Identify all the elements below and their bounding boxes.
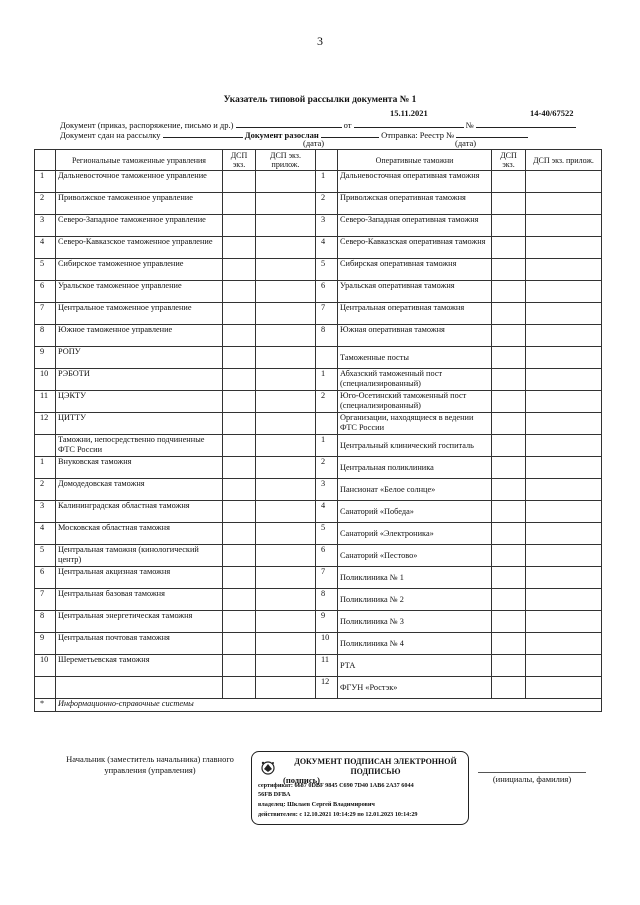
document-type-field: [236, 118, 342, 128]
left-dsp-ekz: [223, 369, 256, 391]
dispatch-label: Отправка: Реестр №: [381, 130, 455, 140]
left-number: 8: [35, 325, 56, 347]
left-dsp-ekz: [223, 655, 256, 677]
left-dsp-pril: [256, 633, 316, 655]
left-number: 3: [35, 215, 56, 237]
left-dsp-pril: [256, 303, 316, 325]
left-number: 6: [35, 567, 56, 589]
left-dsp-pril: [256, 391, 316, 413]
right-dsp-ekz: [492, 215, 526, 237]
left-name: РЭБОТИ: [56, 369, 223, 391]
right-dsp-pril: [526, 633, 602, 655]
right-dsp-pril: [526, 677, 602, 699]
left-dsp-pril: [256, 479, 316, 501]
left-dsp-ekz: [223, 611, 256, 633]
left-name: Южное таможенное управление: [56, 325, 223, 347]
right-dsp-ekz: [492, 479, 526, 501]
left-dsp-ekz: [223, 413, 256, 435]
number-field: [476, 118, 576, 128]
right-number: 10: [316, 633, 338, 655]
table-row: [35, 677, 602, 699]
right-number: 8: [316, 589, 338, 611]
left-dsp-pril: [256, 347, 316, 369]
left-dsp-pril: [256, 413, 316, 435]
right-number: [316, 413, 338, 435]
left-dsp-pril: [256, 611, 316, 633]
left-dsp-pril: [256, 457, 316, 479]
right-dsp-pril: [526, 457, 602, 479]
left-dsp-ekz: [223, 281, 256, 303]
left-dsp-ekz: [223, 545, 256, 567]
left-number: 1: [35, 457, 56, 479]
left-name: Калининградская областная таможня: [56, 501, 223, 523]
table-row: [35, 215, 602, 237]
left-dsp-ekz: [223, 677, 256, 699]
col-dsp-ekz-2: ДСП экз.: [492, 150, 526, 171]
emblem-icon: [260, 760, 276, 776]
sent-field: [321, 128, 379, 138]
right-dsp-pril: [526, 545, 602, 567]
left-number: 10: [35, 655, 56, 677]
left-dsp-pril: [256, 655, 316, 677]
left-name: Центральная почтовая таможня: [56, 633, 223, 655]
table-row: [35, 369, 602, 391]
left-number: 5: [35, 545, 56, 567]
left-dsp-pril: [256, 589, 316, 611]
right-dsp-ekz: [492, 347, 526, 369]
left-name: Центральная энергетическая таможня: [56, 611, 223, 633]
right-dsp-ekz: [492, 677, 526, 699]
left-name: Центральная таможня (кинологический центр): [56, 545, 223, 567]
right-dsp-pril: [526, 391, 602, 413]
left-name: Северо-Западное таможенное управление: [56, 215, 223, 237]
left-number: 2: [35, 479, 56, 501]
right-dsp-ekz: [492, 303, 526, 325]
left-dsp-pril: [256, 325, 316, 347]
table-row: [35, 589, 602, 611]
left-name: Дальневосточное таможенное управление: [56, 171, 223, 193]
right-name: Центральная поликлиника: [338, 457, 492, 479]
table-row: [35, 303, 602, 325]
number-label: №: [465, 120, 474, 130]
right-name: Центральная оперативная таможня: [338, 303, 492, 325]
left-number: 7: [35, 303, 56, 325]
left-number: 4: [35, 523, 56, 545]
right-dsp-pril: [526, 303, 602, 325]
right-number: 2: [316, 193, 338, 215]
table-row: [35, 281, 602, 303]
right-name: Северо-Западная оперативная таможня: [338, 215, 492, 237]
left-dsp-ekz: [223, 501, 256, 523]
right-dsp-ekz: [492, 545, 526, 567]
dispatch-field: [456, 128, 528, 138]
stamp-certificate-cont: 56FB DFBA: [258, 791, 291, 798]
left-dsp-pril: [256, 435, 316, 457]
right-number: 9: [316, 611, 338, 633]
left-dsp-pril: [256, 171, 316, 193]
right-dsp-pril: [526, 259, 602, 281]
right-dsp-ekz: [492, 369, 526, 391]
table-row: [35, 171, 602, 193]
left-number: 8: [35, 611, 56, 633]
right-dsp-pril: [526, 479, 602, 501]
left-number: 9: [35, 347, 56, 369]
right-number: 5: [316, 523, 338, 545]
document-type-label: Документ (приказ, распоряжение, письмо и др.): [60, 120, 234, 130]
left-dsp-ekz: [223, 303, 256, 325]
right-number: 5: [316, 259, 338, 281]
right-name: Пансионат «Белое солнце»: [338, 479, 492, 501]
right-name: Центральный клинический госпиталь: [338, 435, 492, 457]
stamp-title: ДОКУМЕНТ ПОДПИСАН ЭЛЕКТРОННОЙ ПОДПИСЬЮ: [294, 757, 457, 776]
right-name: Санаторий «Победа»: [338, 501, 492, 523]
table-row: [35, 567, 602, 589]
table-header-row: [35, 150, 602, 171]
registration-number: 14-40/67522: [530, 108, 574, 118]
right-dsp-ekz: [492, 501, 526, 523]
right-name: Поликлиника № 4: [338, 633, 492, 655]
table-row: [35, 523, 602, 545]
table-row: [35, 611, 602, 633]
right-dsp-ekz: [492, 567, 526, 589]
left-name: Внуковская таможня: [56, 457, 223, 479]
document-title: Указатель типовой рассылки документа № 1: [223, 95, 417, 105]
left-name: Центральная акцизная таможня: [56, 567, 223, 589]
left-dsp-pril: [256, 523, 316, 545]
page-number: 3: [317, 34, 323, 48]
right-dsp-ekz: [492, 457, 526, 479]
from-label: от: [343, 120, 352, 130]
left-number: 12: [35, 413, 56, 435]
table-row: [35, 435, 602, 457]
left-name: ЦЭКТУ: [56, 391, 223, 413]
right-name: Уральская оперативная таможня: [338, 281, 492, 303]
left-number: 1: [35, 171, 56, 193]
right-number: 7: [316, 303, 338, 325]
left-dsp-ekz: [223, 457, 256, 479]
right-dsp-ekz: [492, 523, 526, 545]
right-number: 8: [316, 325, 338, 347]
left-number: 7: [35, 589, 56, 611]
left-dsp-ekz: [223, 215, 256, 237]
left-name: Домодедовская таможня: [56, 479, 223, 501]
table-row: [35, 193, 602, 215]
right-number: 3: [316, 215, 338, 237]
right-name: Юго-Осетинский таможенный пост (специализированный): [338, 391, 492, 413]
right-name: Таможенные посты: [338, 347, 492, 369]
right-number: 1: [316, 369, 338, 391]
stamp-validity: действителен: с 12.10.2021 10:14:29 по 12.01.2023 10:14:29: [258, 811, 418, 818]
left-number: 10: [35, 369, 56, 391]
right-dsp-pril: [526, 655, 602, 677]
left-number: 4: [35, 237, 56, 259]
footer-text: Информационно-справочные системы: [56, 699, 602, 712]
table-row: [35, 479, 602, 501]
right-dsp-pril: [526, 501, 602, 523]
left-number: 2: [35, 193, 56, 215]
right-number: 6: [316, 545, 338, 567]
table-row: [35, 633, 602, 655]
left-dsp-ekz: [223, 259, 256, 281]
left-name: Центральное таможенное управление: [56, 303, 223, 325]
left-dsp-pril: [256, 369, 316, 391]
date-hint-1: (дата): [303, 138, 325, 148]
table-row: [35, 457, 602, 479]
right-name: Поликлиника № 1: [338, 567, 492, 589]
left-dsp-ekz: [223, 479, 256, 501]
left-dsp-pril: [256, 501, 316, 523]
right-name: Поликлиника № 3: [338, 611, 492, 633]
left-number: 3: [35, 501, 56, 523]
left-dsp-ekz: [223, 633, 256, 655]
right-dsp-pril: [526, 171, 602, 193]
stamp-certificate: сертификат: 6687 0DBF 9845 C690 7D40 1AB6 2A37 6044: [258, 782, 414, 789]
from-date-field: [354, 118, 464, 128]
right-name: Поликлиника № 2: [338, 589, 492, 611]
right-dsp-ekz: [492, 325, 526, 347]
left-dsp-pril: [256, 677, 316, 699]
table-row: [35, 545, 602, 567]
left-name: [56, 677, 223, 699]
right-dsp-ekz: [492, 413, 526, 435]
submitted-label: Документ сдан на рассылку: [60, 130, 161, 140]
left-name: Северо-Кавказское таможенное управление: [56, 237, 223, 259]
table-row: [35, 501, 602, 523]
col-operational: Оперативные таможни: [338, 150, 492, 171]
right-dsp-pril: [526, 435, 602, 457]
signature-label: (подпись): [283, 775, 320, 785]
right-name: ФГУН «Ростэк»: [338, 677, 492, 699]
electronic-signature-stamp: [251, 751, 469, 825]
sent-label: Документ разослан: [244, 130, 319, 140]
right-dsp-ekz: [492, 589, 526, 611]
col-dsp-ekz: ДСП экз.: [223, 150, 256, 171]
left-number: 9: [35, 633, 56, 655]
right-name: Сибирская оперативная таможня: [338, 259, 492, 281]
left-dsp-pril: [256, 567, 316, 589]
right-dsp-pril: [526, 611, 602, 633]
right-name: Организации, находящиеся в ведении ФТС России: [338, 413, 492, 435]
right-number: 2: [316, 391, 338, 413]
right-dsp-pril: [526, 413, 602, 435]
left-dsp-ekz: [223, 193, 256, 215]
left-name: Таможни, непосредственно подчиненные ФТС России: [56, 435, 223, 457]
left-name: Уральское таможенное управление: [56, 281, 223, 303]
left-number: [35, 435, 56, 457]
submitted-field: [163, 128, 243, 138]
left-dsp-ekz: [223, 347, 256, 369]
left-number: 11: [35, 391, 56, 413]
table-row: [35, 237, 602, 259]
left-dsp-ekz: [223, 325, 256, 347]
date-hint-2: (дата): [455, 138, 477, 148]
right-name: Южная оперативная таможня: [338, 325, 492, 347]
right-name: Приволжская оперативная таможня: [338, 193, 492, 215]
left-dsp-pril: [256, 281, 316, 303]
left-dsp-ekz: [223, 523, 256, 545]
left-dsp-ekz: [223, 391, 256, 413]
right-dsp-pril: [526, 589, 602, 611]
right-dsp-ekz: [492, 171, 526, 193]
left-name: Сибирское таможенное управление: [56, 259, 223, 281]
col-dsp-ekz-pril-2: ДСП экз. прилож.: [526, 150, 602, 171]
table-footer-row: [35, 699, 602, 712]
col-dsp-ekz-pril: ДСП экз. прилож.: [256, 150, 316, 171]
document-date: 15.11.2021: [390, 108, 428, 118]
right-dsp-ekz: [492, 237, 526, 259]
left-name: РОПУ: [56, 347, 223, 369]
right-dsp-ekz: [492, 611, 526, 633]
col-regional: Региональные таможенные управления: [56, 150, 223, 171]
right-number: [316, 347, 338, 369]
left-number: 5: [35, 259, 56, 281]
right-number: 6: [316, 281, 338, 303]
right-dsp-ekz: [492, 655, 526, 677]
table-row: [35, 413, 602, 435]
right-number: 3: [316, 479, 338, 501]
right-number: 1: [316, 435, 338, 457]
left-name: Шереметьевская таможня: [56, 655, 223, 677]
initials-label: (инициалы, фамилия): [478, 772, 586, 784]
right-dsp-ekz: [492, 259, 526, 281]
right-dsp-pril: [526, 281, 602, 303]
signer-position: Начальник (заместитель начальника) главного управления (управления): [66, 754, 234, 775]
right-dsp-pril: [526, 369, 602, 391]
left-number: 6: [35, 281, 56, 303]
right-number: 12: [316, 677, 338, 699]
left-name: ЦИТТУ: [56, 413, 223, 435]
left-dsp-ekz: [223, 237, 256, 259]
left-dsp-pril: [256, 193, 316, 215]
left-dsp-ekz: [223, 567, 256, 589]
left-number: [35, 677, 56, 699]
stamp-owner: владелец: Шклаев Сергей Владимирович: [258, 801, 375, 808]
right-number: 1: [316, 171, 338, 193]
right-dsp-pril: [526, 325, 602, 347]
right-name: РТА: [338, 655, 492, 677]
right-name: Северо-Кавказская оперативная таможня: [338, 237, 492, 259]
left-dsp-ekz: [223, 589, 256, 611]
right-name: Санаторий «Пестово»: [338, 545, 492, 567]
table-row: [35, 655, 602, 677]
right-dsp-pril: [526, 215, 602, 237]
left-dsp-ekz: [223, 171, 256, 193]
table-row: [35, 325, 602, 347]
left-dsp-pril: [256, 545, 316, 567]
left-name: Центральная базовая таможня: [56, 589, 223, 611]
right-dsp-ekz: [492, 391, 526, 413]
right-dsp-ekz: [492, 281, 526, 303]
right-number: 11: [316, 655, 338, 677]
right-dsp-ekz: [492, 435, 526, 457]
right-number: 4: [316, 501, 338, 523]
table-row: [35, 259, 602, 281]
right-name: Дальневосточная оперативная таможня: [338, 171, 492, 193]
left-dsp-ekz: [223, 435, 256, 457]
table-row: [35, 391, 602, 413]
right-number: 2: [316, 457, 338, 479]
footer-mark: *: [35, 699, 56, 712]
left-dsp-pril: [256, 215, 316, 237]
right-number: 7: [316, 567, 338, 589]
left-dsp-pril: [256, 237, 316, 259]
right-dsp-pril: [526, 347, 602, 369]
right-name: Абхазский таможенный пост (специализированный): [338, 369, 492, 391]
right-dsp-pril: [526, 237, 602, 259]
right-name: Санаторий «Электроника»: [338, 523, 492, 545]
right-dsp-pril: [526, 193, 602, 215]
right-dsp-pril: [526, 523, 602, 545]
left-name: Приволжское таможенное управление: [56, 193, 223, 215]
table-row: [35, 347, 602, 369]
right-dsp-pril: [526, 567, 602, 589]
left-dsp-pril: [256, 259, 316, 281]
left-name: Московская областная таможня: [56, 523, 223, 545]
right-number: 4: [316, 237, 338, 259]
distribution-table: [34, 149, 602, 712]
right-dsp-ekz: [492, 633, 526, 655]
right-dsp-ekz: [492, 193, 526, 215]
